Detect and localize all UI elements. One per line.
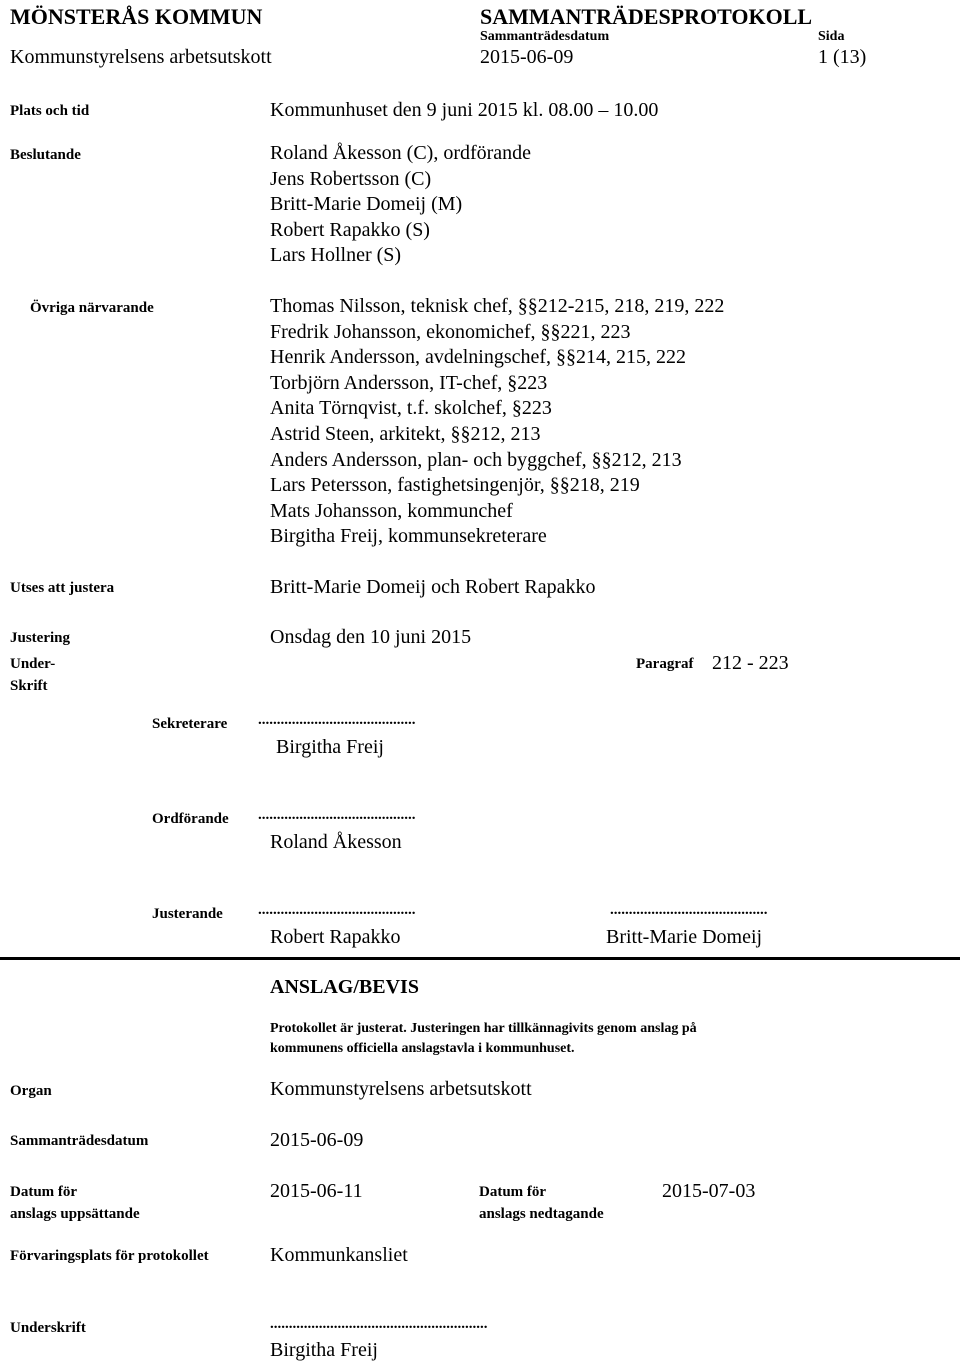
list-item: Thomas Nilsson, teknisk chef, §§212-215, 218, 219, 222: [270, 295, 725, 317]
list-item: Anders Andersson, plan- och byggchef, §§212, 213: [270, 448, 682, 471]
secretary-signature-line: ..........................................: [258, 712, 416, 728]
paragraph-label: Paragraf: [636, 656, 694, 672]
adjusting-signature-line-1: ..........................................: [258, 902, 416, 918]
posting-label-line2: anslags uppsättande: [10, 1206, 140, 1222]
list-item: Jens Robertsson (C): [270, 167, 432, 190]
organ-label: Organ: [10, 1083, 52, 1099]
final-signature-label: Underskrift: [10, 1320, 86, 1336]
list-item: Roland Åkesson (C), ordförande: [270, 142, 532, 164]
section-divider: [0, 957, 960, 960]
header-date-label: Sammanträdesdatum: [480, 29, 610, 44]
list-item: Astrid Steen, arkitekt, §§212, 213: [270, 422, 541, 445]
storage-value: Kommunkansliet: [270, 1244, 408, 1266]
list-item: Fredrik Johansson, ekonomichef, §§221, 223: [270, 320, 631, 343]
adjusting-name-1: Robert Rapakko: [270, 926, 401, 948]
list-item: Torbjörn Andersson, IT-chef, §223: [270, 371, 548, 394]
signature-label-line2: Skrift: [10, 678, 48, 694]
adjusters-label: Utses att justera: [10, 580, 115, 596]
adjusters-value: Britt-Marie Domeij och Robert Rapakko: [270, 576, 596, 598]
document-type: SAMMANTRÄDESPROTOKOLL: [480, 4, 813, 29]
removal-label-line1: Datum för: [479, 1184, 547, 1200]
page-number: 1 (13): [818, 46, 867, 68]
meeting-date-label: Sammanträdesdatum: [10, 1133, 149, 1149]
secretary-name: Birgitha Freij: [276, 736, 384, 758]
removal-date: 2015-07-03: [662, 1180, 756, 1202]
list-item: Lars Petersson, fastighetsingenjör, §§218, 219: [270, 474, 640, 497]
list-item: Britt-Marie Domeij (M): [270, 193, 463, 216]
municipality-name: MÖNSTERÅS KOMMUN: [10, 4, 263, 29]
chair-name: Roland Åkesson: [270, 831, 402, 853]
deciding-label: Beslutande: [10, 147, 81, 163]
final-signature-line: ..........................................................: [270, 1316, 488, 1332]
header-date: 2015-06-09: [480, 46, 574, 68]
notice-title: ANSLAG/BEVIS: [270, 976, 419, 998]
adjustment-label: Justering: [10, 630, 70, 646]
list-item: Robert Rapakko (S): [270, 218, 430, 241]
notice-text-line1: Protokollet är justerat. Justeringen har tillkännagivits genom anslag på: [270, 1021, 697, 1036]
header-page-label: Sida: [818, 29, 845, 44]
deciding-list: [270, 141, 531, 269]
organ-value: Kommunstyrelsens arbetsutskott: [270, 1078, 532, 1100]
place-label: Plats och tid: [10, 103, 90, 119]
adjusting-label: Justerande: [152, 906, 223, 922]
removal-label-line2: anslags nedtagande: [479, 1206, 604, 1222]
posting-label-line1: Datum för: [10, 1184, 78, 1200]
list-item: Birgitha Freij, kommunsekreterare: [270, 525, 547, 548]
list-item: Mats Johansson, kommunchef: [270, 499, 513, 522]
notice-text-line2: kommunens officiella anslagstavla i kommunhuset.: [270, 1041, 575, 1056]
paragraph-value: 212 - 223: [712, 652, 789, 674]
chair-label: Ordförande: [152, 811, 229, 827]
list-item: Henrik Andersson, avdelningschef, §§214, 215, 222: [270, 346, 687, 369]
meeting-date-value: 2015-06-09: [270, 1129, 364, 1151]
posting-date: 2015-06-11: [270, 1180, 363, 1202]
list-item: Anita Törnqvist, t.f. skolchef, §223: [270, 397, 552, 420]
others-list: [270, 294, 724, 550]
secretary-label: Sekreterare: [152, 716, 228, 732]
list-item: Lars Hollner (S): [270, 244, 402, 267]
place-value: Kommunhuset den 9 juni 2015 kl. 08.00 – 10.00: [270, 99, 659, 121]
chair-signature-line: ..........................................: [258, 807, 416, 823]
signature-label-line1: Under-: [10, 656, 56, 672]
adjusting-signature-line-2: ..........................................: [610, 902, 768, 918]
others-label: Övriga närvarande: [30, 300, 154, 316]
adjustment-value: Onsdag den 10 juni 2015: [270, 626, 472, 648]
committee-name: Kommunstyrelsens arbetsutskott: [10, 46, 272, 68]
storage-label: Förvaringsplats för protokollet: [10, 1248, 209, 1264]
final-signature-name: Birgitha Freij: [270, 1339, 378, 1361]
adjusting-name-2: Britt-Marie Domeij: [606, 926, 763, 948]
